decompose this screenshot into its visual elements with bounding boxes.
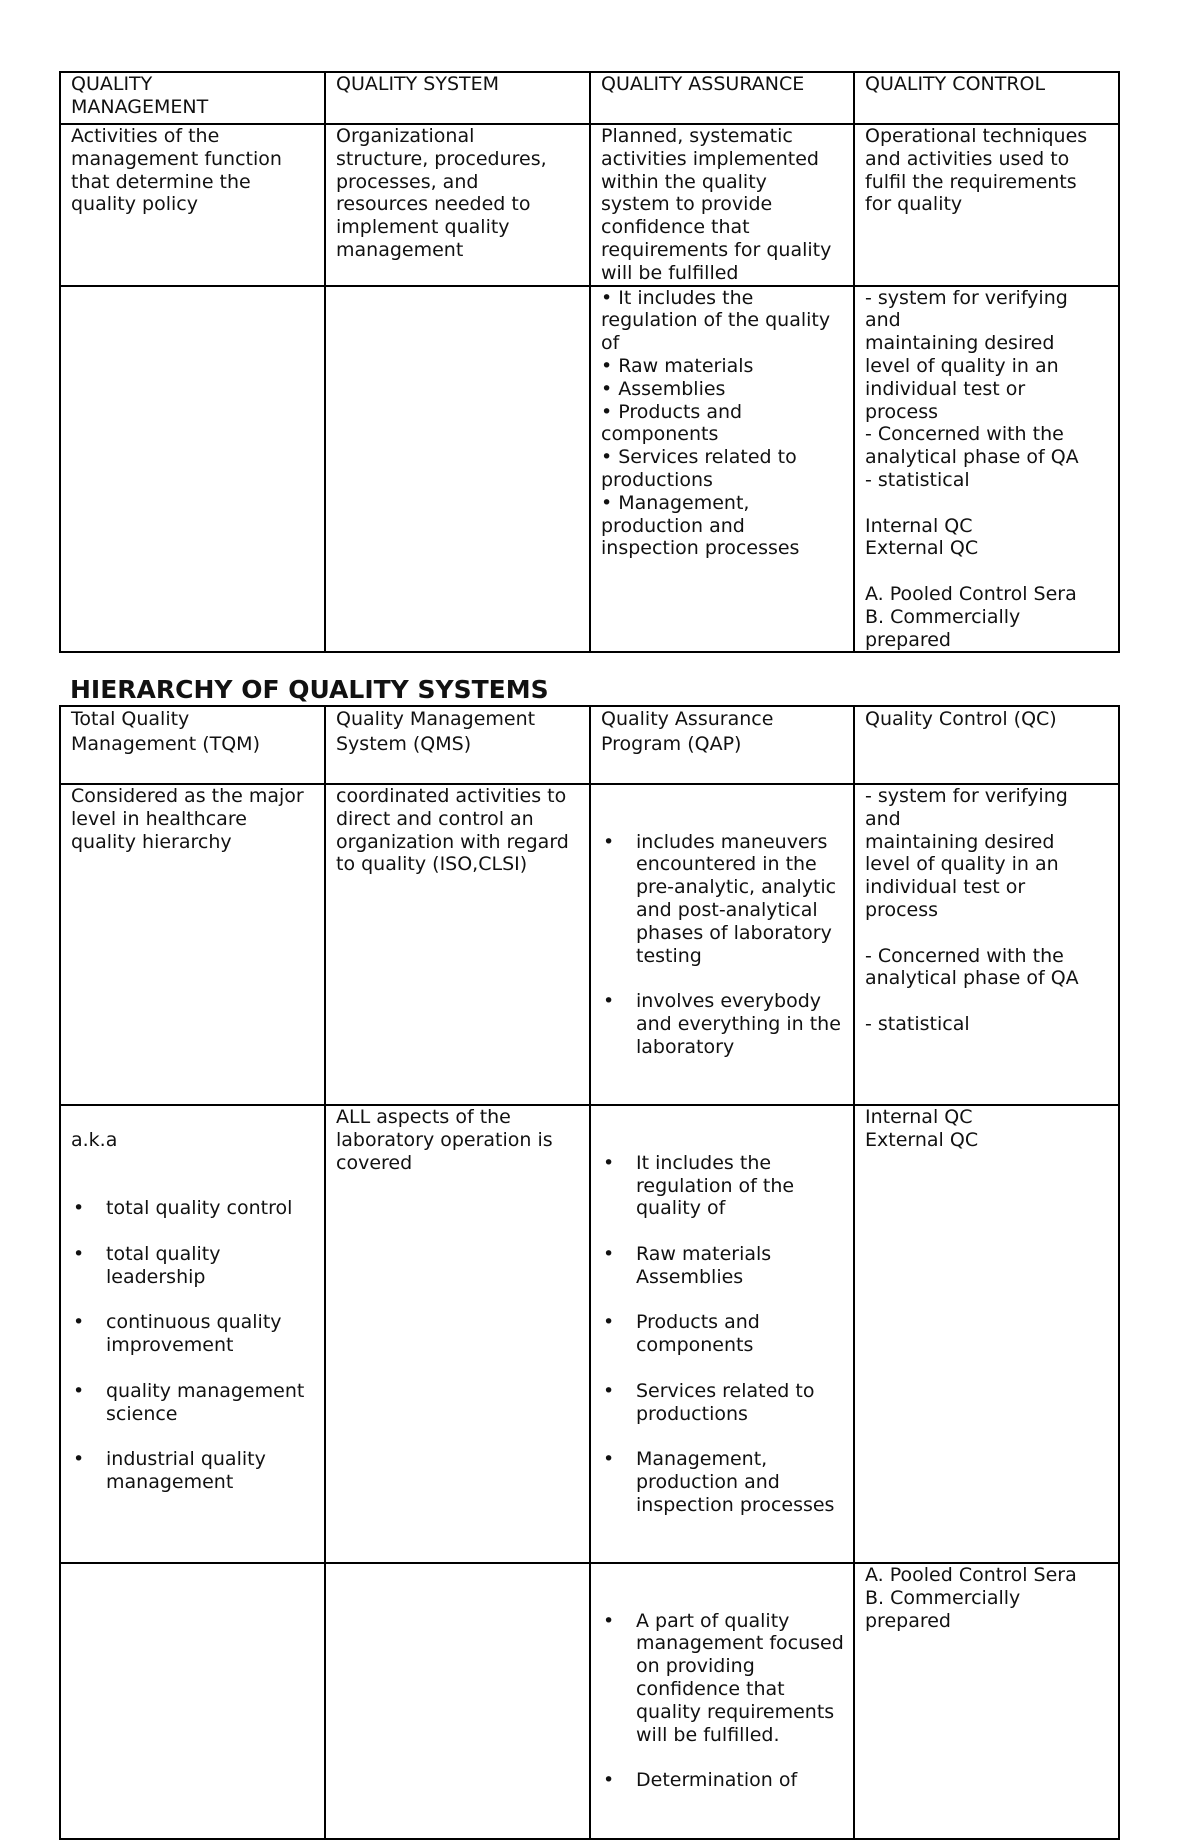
table-row: [60, 784, 1119, 1105]
detail-quality-system: [325, 286, 590, 653]
qap-description: [590, 784, 854, 1105]
header-quality-management: QUALITY MANAGEMENT: [60, 72, 325, 124]
aka-label: a.k.a: [71, 1128, 118, 1151]
quality-terms-table: [59, 71, 1120, 653]
qc-types: Internal QC External QC: [854, 1105, 1119, 1563]
list-item: • continuous quality improvement: [71, 1311, 316, 1357]
list-item: • A part of quality management focused on providing confidence that quality requirements will be fulfilled.: [601, 1610, 845, 1747]
header-qap: Quality Assurance Program (QAP): [590, 706, 854, 784]
detail-quality-control: - system for verifying and maintaining desired level of quality in an individual test or process - Concerned with the analytical phase of QA - statistical Internal QC External QC A. Pooled Control Sera B. Commercially prepared: [854, 286, 1119, 653]
list-item: • Determination of: [601, 1769, 845, 1792]
empty-cell: [60, 1563, 325, 1839]
qap-regulation: [590, 1105, 854, 1563]
aka-list: [71, 1175, 316, 1517]
list-item: • involves everybody and everything in the laboratory: [601, 990, 845, 1058]
list-item: • quality management science: [71, 1380, 316, 1426]
table-header-row: [60, 706, 1119, 784]
definition-quality-assurance: Planned, systematic activities implemented within the quality system to provide confidence that requirements for quality will be fulfilled: [590, 124, 854, 286]
tqm-description: Considered as the major level in healthcare quality hierarchy: [60, 784, 325, 1105]
definition-quality-control: Operational techniques and activities used to fulfil the requirements for quality: [854, 124, 1119, 286]
section-heading: HIERARCHY OF QUALITY SYSTEMS: [70, 675, 549, 704]
list-item: • It includes the regulation of the quality of: [601, 1152, 845, 1220]
list-item: • Products and components: [601, 1311, 845, 1357]
list-item: • total quality leadership: [71, 1243, 316, 1289]
detail-row: [60, 286, 1119, 653]
qap-regulation-list: [601, 1129, 845, 1539]
table-row: [60, 1105, 1119, 1563]
qms-scope: ALL aspects of the laboratory operation is covered: [325, 1105, 590, 1563]
header-tqm: Total Quality Management (TQM): [60, 706, 325, 784]
detail-quality-management: [60, 286, 325, 653]
header-quality-system: QUALITY SYSTEM: [325, 72, 590, 124]
list-item: • Raw materials Assemblies: [601, 1243, 845, 1289]
list-item: • total quality control: [71, 1197, 316, 1220]
detail-quality-assurance: • It includes the regulation of the quality of • Raw materials • Assemblies • Products and components • Services related to productions • Management, production and inspection processes: [590, 286, 854, 653]
header-qms: Quality Management System (QMS): [325, 706, 590, 784]
qms-description: coordinated activities to direct and control an organization with regard to quality (ISO,CLSI): [325, 784, 590, 1105]
definition-row: [60, 124, 1119, 286]
list-item: • includes maneuvers encountered in the pre-analytic, analytic and post-analytical phases of laboratory testing: [601, 831, 845, 968]
list-item: • Services related to productions: [601, 1380, 845, 1426]
table-row: [60, 1563, 1119, 1839]
table-header-row: [60, 72, 1119, 124]
qap-confidence-list: [601, 1587, 845, 1815]
qc-control-sera: A. Pooled Control Sera B. Commercially prepared: [854, 1563, 1119, 1839]
qap-list: [601, 808, 845, 1082]
tqm-aka: [60, 1105, 325, 1563]
definition-quality-system: Organizational structure, procedures, processes, and resources needed to implement quality management: [325, 124, 590, 286]
header-qc: Quality Control (QC): [854, 706, 1119, 784]
list-item: • Management, production and inspection processes: [601, 1448, 845, 1516]
header-quality-control: QUALITY CONTROL: [854, 72, 1119, 124]
qap-confidence: [590, 1563, 854, 1839]
qc-description: - system for verifying and maintaining desired level of quality in an individual test or process - Concerned with the analytical phase of QA - statistical: [854, 784, 1119, 1105]
list-item: • industrial quality management: [71, 1448, 316, 1494]
header-quality-assurance: QUALITY ASSURANCE: [590, 72, 854, 124]
definition-quality-management: Activities of the management function that determine the quality policy: [60, 124, 325, 286]
empty-cell: [325, 1563, 590, 1839]
hierarchy-table: [59, 705, 1120, 1840]
